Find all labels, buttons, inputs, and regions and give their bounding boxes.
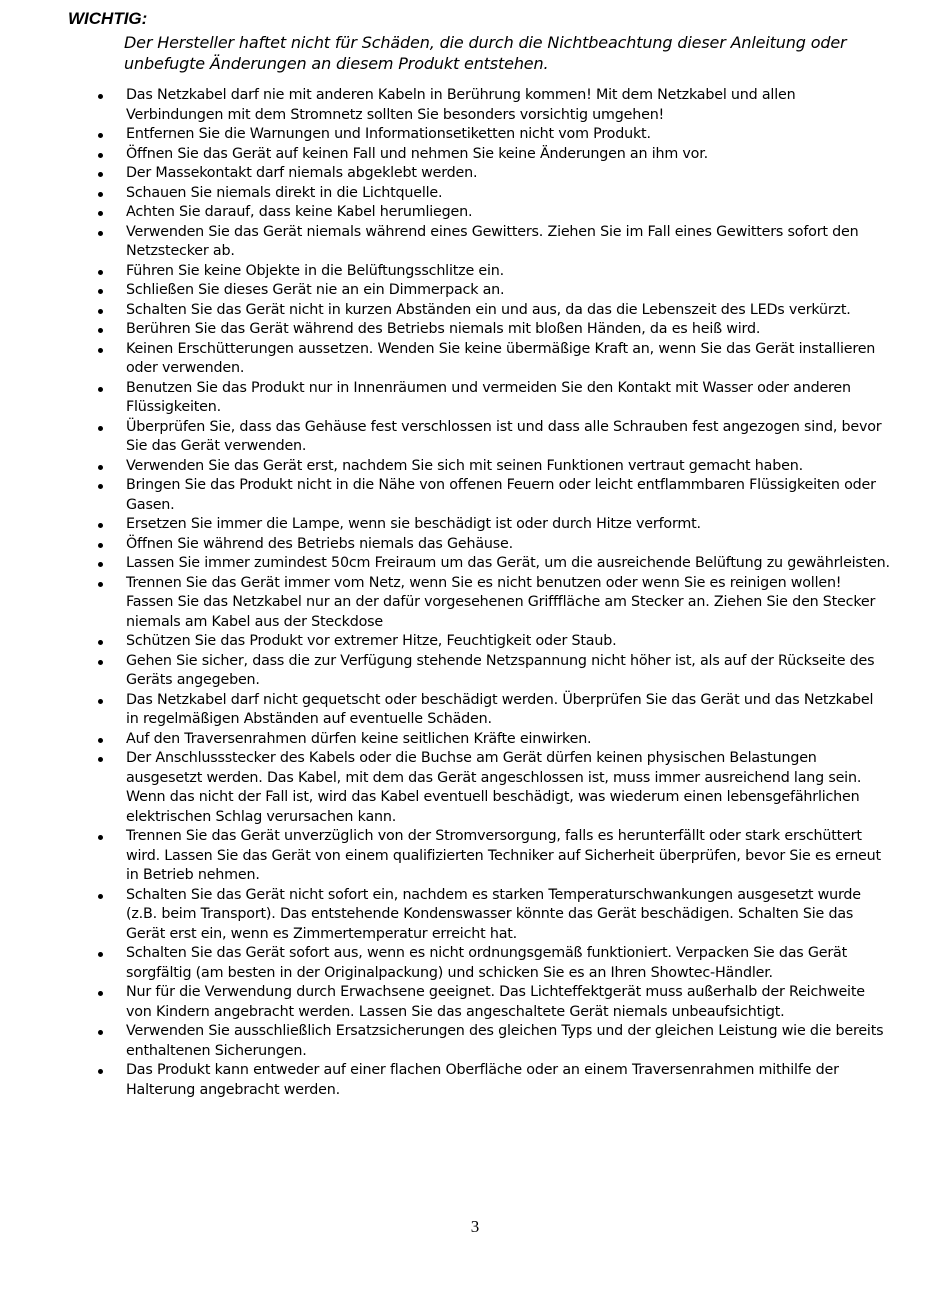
safety-rule-item xyxy=(0,320,950,340)
safety-rule-text: Das Netzkabel darf nie mit anderen Kabeln in Berührung kommen! Mit dem Netzkabel und allen Verbindungen mit dem Stromnetz sollten Sie besonders vorsichtig umgehen! xyxy=(126,87,796,123)
safety-rule-text: Schließen Sie dieses Gerät nie an ein Dimmerpack an. xyxy=(126,282,505,298)
safety-rule-item xyxy=(0,418,950,457)
safety-rule-item xyxy=(0,379,950,418)
safety-rule-text: Nur für die Verwendung durch Erwachsene geeignet. Das Lichteffektgerät muss außerhalb der Reichweite von Kindern angebracht werden. Lassen Sie das angeschaltete Gerät niemals unbeaufsichtigt. xyxy=(126,984,865,1020)
safety-rule-text: Keinen Erschütterungen aussetzen. Wenden Sie keine übermäßige Kraft an, wenn Sie das Gerät installieren oder verwenden. xyxy=(126,340,876,376)
safety-rule-text: Das Netzkabel darf nicht gequetscht oder beschädigt werden. Überprüfen Sie das Gerät und das Netzkabel in regelmäßigen Abständen auf eventuelle Schäden. xyxy=(126,691,874,727)
safety-rule-text: Schalten Sie das Gerät sofort aus, wenn es nicht ordnungsgemäß funktioniert. Verpacken Sie das Gerät sorgfältig (am besten in der Originalpackung) und schicken Sie es an Ihren Showtec-Händler. xyxy=(126,945,848,981)
bullet-icon xyxy=(98,172,103,177)
safety-rule-item xyxy=(0,340,950,379)
safety-rule-text: Schauen Sie niemals direkt in die Lichtquelle. xyxy=(126,184,443,201)
safety-rule-item xyxy=(0,515,950,535)
safety-rule-item xyxy=(0,301,950,321)
safety-rule-text: Verwenden Sie das Gerät niemals während eines Gewitters. Ziehen Sie im Fall eines Gewitters sofort den Netzstecker ab. xyxy=(126,223,859,259)
bullet-icon xyxy=(98,543,103,548)
bullet-icon xyxy=(98,640,103,645)
bullet-icon xyxy=(98,289,103,294)
safety-rule-text: Auf den Traversenrahmen dürfen keine seitlichen Kräfte einwirken. xyxy=(126,730,592,747)
bullet-icon xyxy=(98,426,103,431)
safety-rule-text: Benutzen Sie das Produkt nur in Innenräumen und vermeiden Sie den Kontakt mit Wasser oder anderen Flüssigkeiten. xyxy=(126,379,851,415)
bullet-icon xyxy=(98,484,103,489)
safety-rule-text: Trennen Sie das Gerät unverzüglich von der Stromversorgung, falls es herunterfällt oder stark erschüttert wird. Lassen Sie das Gerät von einem qualifizierten Techniker auf Sicherheit überprüfen, bevor Sie es erneut in Betrieb nehmen. xyxy=(126,828,881,883)
bullet-icon xyxy=(98,192,103,197)
safety-rule-item xyxy=(0,223,950,262)
bullet-icon xyxy=(98,660,103,665)
safety-rule-item xyxy=(0,827,950,886)
safety-rule-item xyxy=(0,730,950,750)
bullet-icon xyxy=(98,387,103,392)
safety-rule-text: Lassen Sie immer zumindest 50cm Freiraum um das Gerät, um die ausreichende Belüftung zu gewährleisten. xyxy=(126,555,890,571)
safety-rule-item xyxy=(0,535,950,555)
bullet-icon xyxy=(98,94,103,99)
safety-rule-item xyxy=(0,652,950,691)
safety-rule-text: Trennen Sie das Gerät immer vom Netz, wenn Sie es nicht benutzen oder wenn Sie es reinigen wollen! Fassen Sie das Netzkabel nur an der dafür vorgesehenen Grifffläche am Stecker an. Ziehen Sie den Stecker niemals am Kabel aus der Steckdose xyxy=(126,574,876,630)
safety-rule-item xyxy=(0,691,950,730)
important-heading: WICHTIG: xyxy=(68,9,148,28)
bullet-icon xyxy=(98,991,103,996)
safety-rule-item xyxy=(0,262,950,282)
page-number: 3 xyxy=(470,1217,480,1236)
safety-rule-item xyxy=(0,749,950,827)
bullet-icon xyxy=(98,894,103,899)
safety-rule-item xyxy=(0,574,950,633)
bullet-icon xyxy=(98,738,103,743)
safety-rule-text: Berühren Sie das Gerät während des Betriebs niemals mit bloßen Händen, da es heiß wird. xyxy=(126,321,761,337)
bullet-icon xyxy=(98,348,103,353)
bullet-icon xyxy=(98,699,103,704)
safety-rule-text: Das Produkt kann entweder auf einer flachen Oberfläche oder an einem Traversenrahmen mithilfe der Halterung angebracht werden. xyxy=(126,1062,839,1098)
bullet-icon xyxy=(98,952,103,957)
safety-rule-item xyxy=(0,457,950,477)
bullet-icon xyxy=(98,835,103,840)
safety-rule-item xyxy=(0,632,950,652)
safety-rule-text: Verwenden Sie das Gerät erst, nachdem Sie sich mit seinen Funktionen vertraut gemacht haben. xyxy=(126,457,803,474)
safety-rule-text: Der Anschlussstecker des Kabels oder die Buchse am Gerät dürfen keinen physischen Belastungen ausgesetzt werden. Das Kabel, mit dem das Gerät angeschlossen ist, muss immer ausreichend lang sein. Wenn das nicht der Fall ist, wird das Kabel eventuell beschädigt, was wiederum einen lebensgefährlichen elektrischen Schlag verursachen kann. xyxy=(126,750,862,825)
bullet-icon xyxy=(98,562,103,567)
safety-rule-text: Führen Sie keine Objekte in die Belüftungsschlitze ein. xyxy=(126,262,504,279)
safety-rule-item xyxy=(0,281,950,301)
safety-rule-text: Gehen Sie sicher, dass die zur Verfügung stehende Netzspannung nicht höher ist, als auf der Rückseite des Geräts angegeben. xyxy=(126,652,875,688)
safety-rule-item xyxy=(0,203,950,223)
safety-rule-text: Öffnen Sie während des Betriebs niemals das Gehäuse. xyxy=(126,535,513,552)
bullet-icon xyxy=(98,133,103,138)
safety-rule-text: Achten Sie darauf, dass keine Kabel herumliegen. xyxy=(126,204,473,220)
bullet-icon xyxy=(98,328,103,333)
safety-rule-item xyxy=(0,184,950,204)
bullet-icon xyxy=(98,231,103,236)
safety-rule-item xyxy=(0,1061,950,1100)
safety-rule-text: Entfernen Sie die Warnungen und Informationsetiketten nicht vom Produkt. xyxy=(126,126,651,142)
safety-rule-text: Verwenden Sie ausschließlich Ersatzsicherungen des gleichen Typs und der gleichen Leistung wie die bereits enthaltenen Sicherungen. xyxy=(126,1023,884,1059)
safety-rule-text: Öffnen Sie das Gerät auf keinen Fall und nehmen Sie keine Änderungen an ihm vor. xyxy=(126,145,708,162)
bullet-icon xyxy=(98,465,103,470)
safety-rule-item xyxy=(0,164,950,184)
safety-rule-text: Schalten Sie das Gerät nicht sofort ein, nachdem es starken Temperaturschwankungen ausgesetzt wurde (z.B. beim Transport). Das entstehende Kondenswasser könnte das Gerät beschädigen. Schalten Sie das Gerät erst ein, wenn es Zimmertemperatur erreicht hat. xyxy=(126,886,861,942)
safety-rule-item xyxy=(0,554,950,574)
safety-rules-list xyxy=(0,86,950,1100)
safety-rule-text: Überprüfen Sie, dass das Gehäuse fest verschlossen ist und dass alle Schrauben fest angezogen sind, bevor Sie das Gerät verwenden. xyxy=(126,418,882,454)
safety-rule-text: Bringen Sie das Produkt nicht in die Nähe von offenen Feuern oder leicht entflammbaren Flüssigkeiten oder Gasen. xyxy=(126,477,876,513)
safety-rule-item xyxy=(0,476,950,515)
safety-rule-text: Schützen Sie das Produkt vor extremer Hitze, Feuchtigkeit oder Staub. xyxy=(126,633,617,649)
bullet-icon xyxy=(98,153,103,158)
safety-rule-item xyxy=(0,86,950,125)
safety-rule-text: Ersetzen Sie immer die Lampe, wenn sie beschädigt ist oder durch Hitze verformt. xyxy=(126,516,701,532)
bullet-icon xyxy=(98,1069,103,1074)
safety-rule-item xyxy=(0,944,950,983)
safety-rule-text: Schalten Sie das Gerät nicht in kurzen Abständen ein und aus, da das die Lebenszeit des LEDs verkürzt. xyxy=(126,301,851,318)
safety-rule-item xyxy=(0,145,950,165)
liability-notice: Der Hersteller haftet nicht für Schäden, die durch die Nichtbeachtung dieser Anleitung oder unbefugte Änderungen an diesem Produkt entstehen. xyxy=(124,33,847,73)
bullet-icon xyxy=(98,582,103,587)
safety-rule-text: Der Massekontakt darf niemals abgeklebt werden. xyxy=(126,165,478,181)
safety-rule-item xyxy=(0,886,950,945)
bullet-icon xyxy=(98,309,103,314)
bullet-icon xyxy=(98,523,103,528)
safety-rule-item xyxy=(0,125,950,145)
bullet-icon xyxy=(98,757,103,762)
bullet-icon xyxy=(98,1030,103,1035)
safety-rule-item xyxy=(0,1022,950,1061)
bullet-icon xyxy=(98,211,103,216)
bullet-icon xyxy=(98,270,103,275)
safety-rule-item xyxy=(0,983,950,1022)
